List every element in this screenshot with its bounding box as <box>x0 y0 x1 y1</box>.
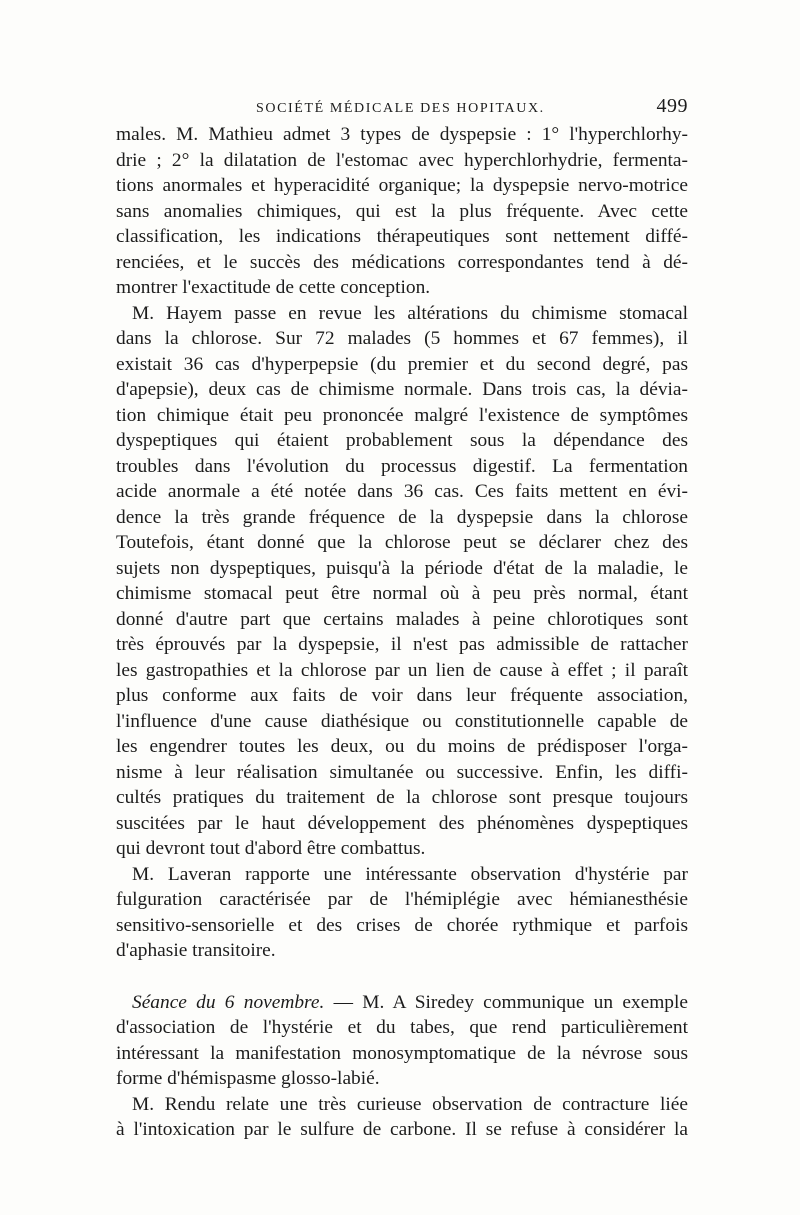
text-run: — M. A Siredey communique un exemple <box>324 991 688 1013</box>
text-line: forme d'hémispasme glosso-labié. <box>116 1068 380 1089</box>
text-line: donné d'autre part que certains malades à peine chlorotiques sont <box>116 608 688 630</box>
text-line: d'association de l'hystérie et du tabes, que rend particulièrement <box>116 1017 688 1038</box>
text-line <box>116 990 688 1016</box>
text-line: cultés pratiques du traitement de la chlorose sont presque toujours <box>116 787 688 808</box>
text-line: males. M. Mathieu admet 3 types de dyspepsie : 1° l'hyperchlorhy- <box>116 124 688 145</box>
paragraph-5 <box>116 1092 688 1143</box>
text-line: dans la chlorose. Sur 72 malades (5 hommes et 67 femmes), il <box>116 328 688 349</box>
paragraph-3 <box>116 862 688 964</box>
page-number: 499 <box>656 95 688 117</box>
text-line: Toutefois, étant donné que la chlorose peut se déclarer chez des <box>116 532 688 553</box>
text-line: dence la très grande fréquence de la dyspepsie dans la chlorose <box>116 506 688 528</box>
text-line: renciées, et le succès des médications correspondantes tend à dé- <box>116 251 688 273</box>
text-block <box>116 122 688 1143</box>
text-line: drie ; 2° la dilatation de l'estomac avec hyperchlorhydrie, fermenta- <box>116 149 688 171</box>
text-line: très éprouvés par la dyspepsie, il n'est pas admissible de rattacher <box>116 634 688 655</box>
text-line: à l'intoxication par le sulfure de carbone. Il se refuse à considérer la <box>116 1119 688 1140</box>
text-line: acide anormale a été notée dans 36 cas. Ces faits mettent en évi- <box>116 481 688 502</box>
section-gap <box>116 964 688 990</box>
text-line: dyspeptiques qui étaient probablement sous la dépendance des <box>116 430 688 451</box>
text-line: sans anomalies chimiques, qui est la plus fréquente. Avec cette <box>116 200 688 222</box>
text-line: troubles dans l'évolution du processus digestif. La fermentation <box>116 455 688 477</box>
text-line: montrer l'exactitude de cette conception. <box>116 277 431 298</box>
text-line: tion chimique était peu prononcée malgré l'existence de symptômes <box>116 404 688 426</box>
text-line: intéressant la manifestation monosymptomatique de la névrose sous <box>116 1042 688 1064</box>
text-line: existait 36 cas d'hyperpepsie (du premier et du second degré, pas <box>116 353 688 375</box>
text-line: sujets non dyspeptiques, puisqu'à la période d'état de la maladie, le <box>116 557 688 579</box>
paragraph-4 <box>116 990 688 1092</box>
text-line: chimisme stomacal peut être normal où à peu près normal, étant <box>116 583 688 604</box>
text-line: M. Laveran rapporte une intéressante observation d'hystérie par <box>132 863 688 885</box>
text-line: plus conforme aux faits de voir dans leur fréquente association, <box>116 685 688 706</box>
text-line: nisme à leur réalisation simultanée ou successive. Enfin, les diffi- <box>116 761 688 783</box>
text-line: tions anormales et hyperacidité organique; la dyspepsie nervo-motrice <box>116 175 688 196</box>
text-line: M. Hayem passe en revue les altérations du chimisme stomacal <box>132 302 688 324</box>
text-line: suscitées par le haut développement des phénomènes dyspeptiques <box>116 812 688 834</box>
session-date: Séance du 6 novembre. <box>132 991 325 1013</box>
text-line: classification, les indications thérapeutiques sont nettement diffé- <box>116 226 688 247</box>
text-line: M. Rendu relate une très curieuse observation de contracture liée <box>132 1093 688 1115</box>
text-line: les gastropathies et la chlorose par un lien de cause à effet ; il paraît <box>116 659 688 681</box>
text-line: l'influence d'une cause diathésique ou constitutionnelle capable de <box>116 710 688 732</box>
text-line: fulguration caractérisée par de l'hémiplégie avec hémianesthésie <box>116 889 688 910</box>
paragraph-1 <box>116 122 688 301</box>
paragraph-2 <box>116 301 688 862</box>
text-line: les engendrer toutes les deux, ou du moins de prédisposer l'orga- <box>116 736 688 757</box>
text-line: d'apepsie), deux cas de chimisme normale. Dans trois cas, la dévia- <box>116 379 688 400</box>
text-line: qui devront tout d'abord être combattus. <box>116 838 426 859</box>
running-title: SOCIÉTÉ MÉDICALE DES HOPITAUX. <box>256 101 545 116</box>
text-line: sensitivo-sensorielle et des crises de chorée rythmique et parfois <box>116 914 688 936</box>
text-line: d'aphasie transitoire. <box>116 940 276 961</box>
